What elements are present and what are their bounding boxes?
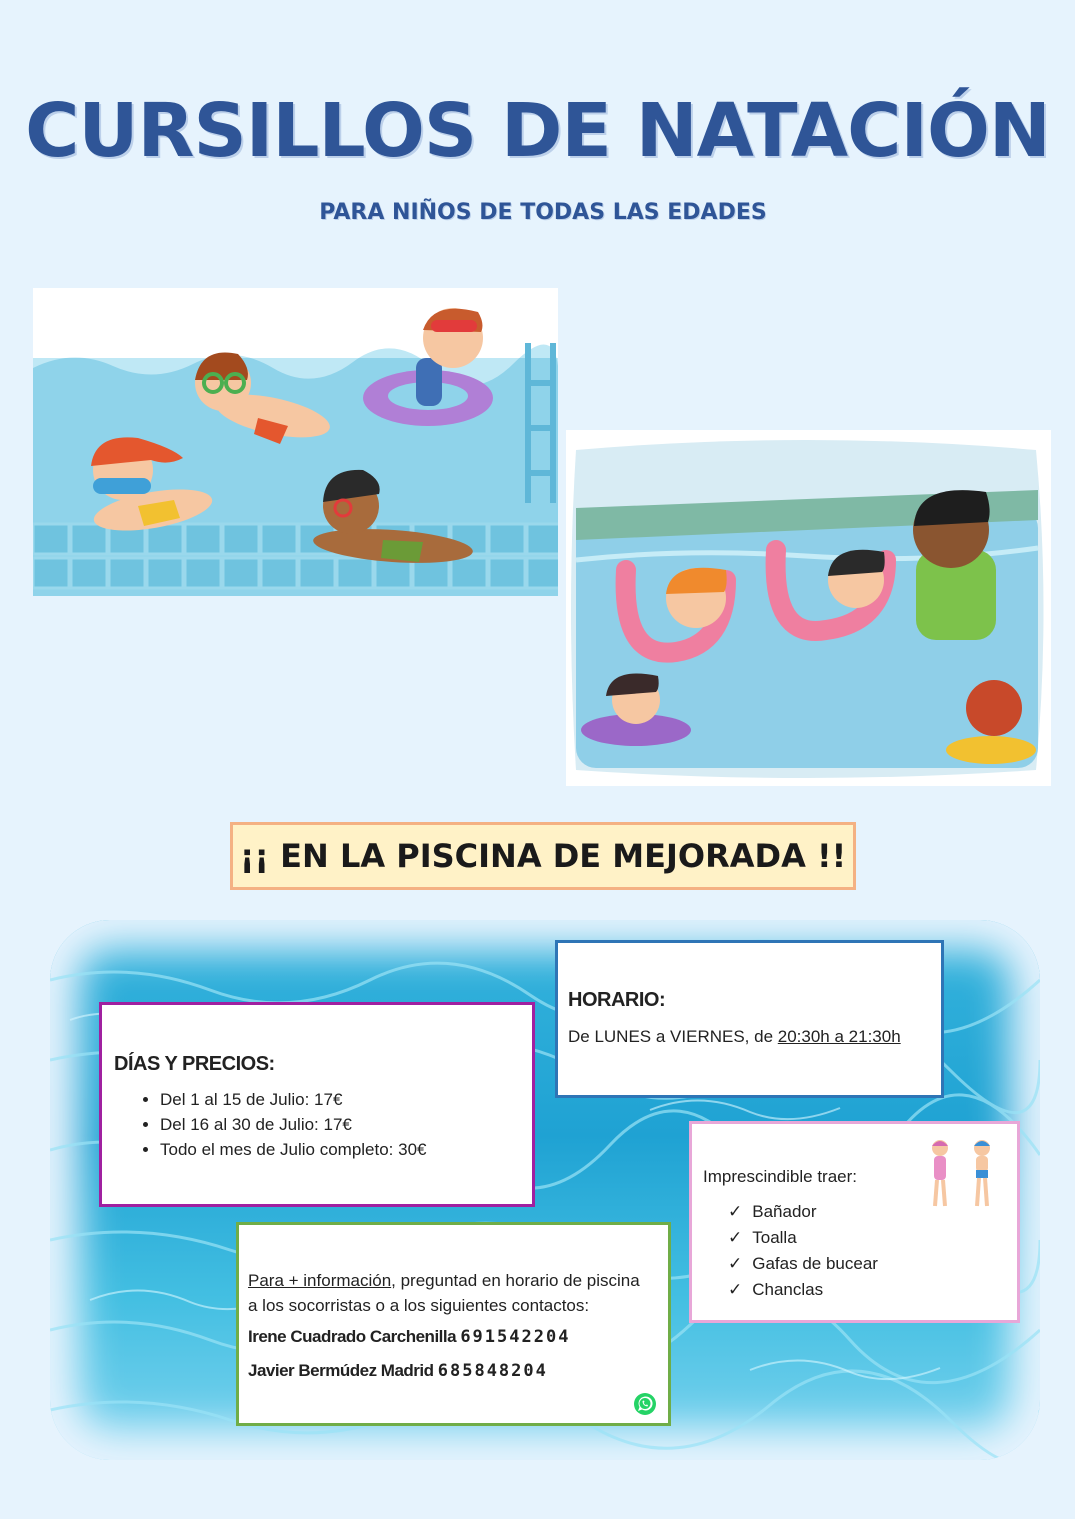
contact-name: Javier Bermúdez Madrid <box>248 1361 434 1380</box>
kids-swimming-illustration <box>33 288 558 596</box>
days-prices-heading: DÍAS Y PRECIOS: <box>114 1053 275 1075</box>
poster-title: CURSILLOS DE NATACIÓN <box>25 88 1050 174</box>
info-text-line2: a los socorristas o a los siguientes contactos: <box>248 1296 590 1315</box>
schedule-text <box>568 1027 901 1047</box>
swimmer-kids-icon <box>922 1136 1002 1210</box>
info-text <box>248 1268 640 1318</box>
schedule-hours: 20:30h a 21:30h <box>777 1027 901 1046</box>
price-item: • Del 1 al 15 de Julio: 17€ <box>160 1087 427 1112</box>
contact-info-box <box>236 1222 671 1426</box>
bring-item: ✓ Bañador <box>728 1199 878 1225</box>
bring-item: ✓ Chanclas <box>728 1277 878 1303</box>
bring-item: ✓ Gafas de bucear <box>728 1251 878 1277</box>
items-to-bring-list <box>692 1199 878 1303</box>
kids-pool-noodles-illustration <box>566 430 1051 786</box>
schedule-heading: HORARIO: <box>568 989 666 1011</box>
schedule-box <box>555 940 944 1098</box>
items-to-bring-box <box>689 1121 1020 1323</box>
more-info-link[interactable]: Para + información <box>248 1271 392 1290</box>
bring-item: ✓ Toalla <box>728 1225 878 1251</box>
contact-phone[interactable]: 691542204 <box>460 1327 571 1347</box>
contact-phone[interactable]: 685848204 <box>437 1361 548 1381</box>
whatsapp-icon[interactable] <box>633 1392 657 1416</box>
contact-name: Irene Cuadrado Carchenilla <box>248 1327 457 1346</box>
contact-row <box>248 1361 548 1381</box>
days-prices-list <box>102 1087 427 1162</box>
info-text-rest: , preguntad en horario de piscina <box>391 1271 640 1290</box>
items-to-bring-heading: Imprescindible traer: <box>703 1167 858 1186</box>
poster-subtitle: PARA NIÑOS DE TODAS LAS EDADES <box>319 200 767 225</box>
days-prices-box <box>99 1002 535 1207</box>
contact-row <box>248 1327 570 1347</box>
schedule-days: De LUNES a VIERNES, de <box>568 1027 778 1046</box>
price-item: • Todo el mes de Julio completo: 30€ <box>160 1137 427 1162</box>
location-banner: ¡¡ EN LA PISCINA DE MEJORADA !! <box>230 822 856 890</box>
price-item: • Del 16 al 30 de Julio: 17€ <box>160 1112 427 1137</box>
